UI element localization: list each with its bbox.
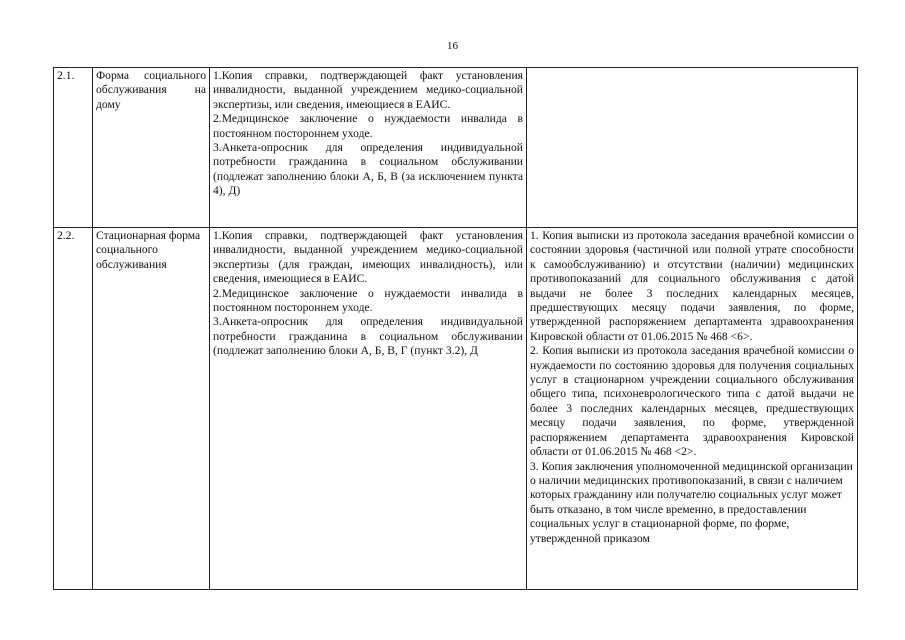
row-number: 2.2. <box>54 228 93 590</box>
additional-document-item: 2. Копия выписки из протокола заседания врачебной комиссии о нуждаемости по состоянию здоровья для получения социальных услуг в стационарном учреждении социального обслуживания общего типа, психоневрологического типа с датой выдачи не более 3 последних календарных месяцев, предшествующих месяцу подачи заявления, по форме, утвержденной распоряжением департамента здравоохранения Кировской области от 01.06.2015 № 468 <2>. <box>530 344 854 459</box>
document-item: 2.Медицинское заключение о нуждаемости инвалида в постоянном постороннем уходе. <box>213 286 523 315</box>
required-documents <box>210 228 527 590</box>
document-item: 1.Копия справки, подтверждающей факт установления инвалидности, выданной учреждением медико-социальной экспертизы (для граждан, имеющих инвалидность), или сведения, имеющиеся в ЕАИС. <box>213 229 523 286</box>
document-table <box>53 67 858 590</box>
service-form: Стационарная форма социального обслуживания <box>93 228 210 590</box>
service-form: Форма социального обслуживания на дому <box>93 68 210 228</box>
document-item: 3.Анкета-опросник для определения индивидуальной потребности гражданина в социальном обслуживании (подлежат заполнению блоки А, Б, В, Г (пункт 3.2), Д <box>213 315 523 358</box>
document-item: 2.Медицинское заключение о нуждаемости инвалида в постоянном постороннем уходе. <box>213 112 523 140</box>
additional-documents <box>527 228 858 590</box>
table-row <box>54 228 858 590</box>
document-item: 1.Копия справки, подтверждающей факт установления инвалидности, выданной учреждением медико-социальной экспертизы, или сведения, имеющиеся в ЕАИС. <box>213 69 523 111</box>
additional-document-item: 1. Копия выписки из протокола заседания врачебной комиссии о состоянии здоровья (частичной или полной утрате способности к самообслуживанию) и отсутствии (наличии) медицинских противопоказаний для социального обслуживания с датой выдачи не более 3 последних календарных месяцев, предшествующих месяцу подачи заявления, по форме, утвержденной распоряжением департамента здравоохранения Кировской области от 01.06.2015 № 468 <6>. <box>530 229 854 343</box>
page-number: 16 <box>447 40 458 52</box>
additional-document-item: 3. Копия заключения уполномоченной медицинской организации о наличии медицинских противопоказаний, в связи с наличием которых гражданину или получателю социальных услуг может быть отказано, в том числе временно, в предоставлении социальных услуг в стационарной форме, по форме, утвержденной приказом <box>530 459 853 545</box>
additional-documents <box>527 68 858 228</box>
required-documents <box>210 68 527 228</box>
row-number: 2.1. <box>54 68 93 228</box>
table-row <box>54 68 858 228</box>
document-item: 3.Анкета-опросник для определения индивидуальной потребности гражданина в социальном обслуживании (подлежат заполнению блоки А, Б, В (за исключением пункта 4), Д) <box>213 141 523 198</box>
